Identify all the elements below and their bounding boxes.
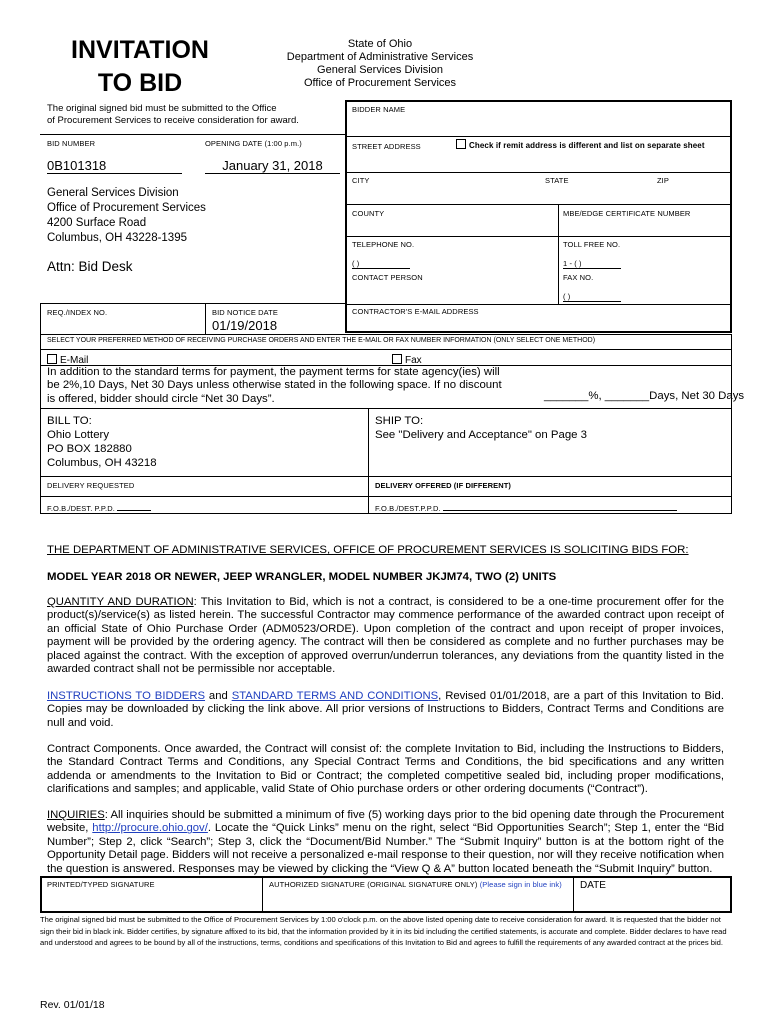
checkbox-icon[interactable] <box>47 354 57 364</box>
state-label: STATE <box>545 176 569 185</box>
submission-notice: The original signed bid must be submitted to the Office of Procurement Services to receive consideration for award. <box>47 103 299 126</box>
printed-signature-field[interactable] <box>45 893 257 909</box>
toll-free-label: TOLL FREE NO. <box>563 240 621 249</box>
authorized-signature-label: AUTHORIZED SIGNATURE (ORIGINAL SIGNATURE ONLY) (Please sign in blue ink) <box>269 880 562 889</box>
title-line-2: TO BID <box>97 69 183 97</box>
title-line-1: INVITATION <box>71 36 209 64</box>
agency-line: State of Ohio <box>347 38 413 50</box>
fax-method-option[interactable]: Fax <box>392 354 422 366</box>
date-label: DATE <box>580 880 606 891</box>
bid-desk-address: General Services Division Office of Procurement Services 4200 Surface Road Columbus, OH 43228-1395 <box>47 187 206 244</box>
ship-to-block: SHIP TO: See "Delivery and Acceptance" on Page 3 <box>375 415 587 441</box>
agency-block <box>230 38 530 90</box>
agency-line: Department of Administrative Services <box>286 51 474 63</box>
agency-line: Office of Procurement Services <box>303 77 457 89</box>
checkbox-icon[interactable] <box>392 354 402 364</box>
bid-notice-date-label: BID NOTICE DATE <box>212 308 278 317</box>
opening-date: January 31, 2018 <box>205 158 340 174</box>
checkbox-icon[interactable] <box>456 139 466 149</box>
telephone-field[interactable]: ( ) <box>352 259 410 269</box>
toll-free-field[interactable]: 1 - ( ) <box>563 259 621 269</box>
delivery-offered-label: DELIVERY OFFERED (IF DIFFERENT) <box>375 481 512 490</box>
printed-signature-label: PRINTED/TYPED SIGNATURE <box>47 880 155 889</box>
fob-right-fill[interactable] <box>443 502 677 511</box>
telephone-label: TELEPHONE NO. <box>352 240 415 249</box>
inquiries-paragraph: INQUIRIES: All inquiries should be submitted a minimum of five (5) working days prior to the bid opening date through the Procurement website, http://procure.ohio.gov/. Locate the “Quick Links” menu on the right, select “Bid Opportunities Search”; Step 1, enter the “Bid Number”; Step 2, click “Search”; Step 3, click the “Document/Bid Number.” The “Submit Inquiry” button is at the bottom right of the Opportunity Detail page. Bidders will not receive a personalized e-mail response to their question, nor will they receive notification when the question is answered. Responses may be viewed by clicking the “View Q & A” button located beneath the “Submit Inquiry” button. <box>47 809 724 875</box>
item-description: MODEL YEAR 2018 OR NEWER, JEEP WRANGLER, MODEL NUMBER JKJM74, TWO (2) UNITS <box>47 571 557 583</box>
remit-address-checkbox[interactable]: Check if remit address is different and list on separate sheet <box>456 139 705 150</box>
attn-line: Attn: Bid Desk <box>47 259 133 274</box>
fob-dest-left: F.O.B./DEST. P.P.D. <box>47 502 151 513</box>
fax-field[interactable]: ( ) <box>563 292 621 302</box>
opening-date-label: OPENING DATE (1:00 p.m.) <box>205 139 302 148</box>
email-method-option[interactable]: E-Mail <box>47 354 88 366</box>
bid-notice-date: 01/19/2018 <box>212 318 278 333</box>
email-address-label: CONTRACTOR'S E-MAIL ADDRESS <box>352 307 479 316</box>
authorized-signature-field[interactable] <box>267 893 568 909</box>
contact-person-label: CONTACT PERSON <box>352 273 423 282</box>
bidder-name-label: BIDDER NAME <box>352 105 406 114</box>
contract-components-paragraph: Contract Components. Once awarded, the Contract will consist of: the complete Invitation to Bid, including the Instructions to Bidders, the Standard Contract Terms and Conditions, any Special Contract Terms and Conditions, the bid specifications and any written addenda or amendments to the Invitation to Bid or Contract; the completed competitive sealed bid, including proper modifications, clarifications and samples; and applicable, valid State of Ohio purchase orders or other ordering documents (“Contract”). <box>47 743 724 796</box>
fob-left-fill[interactable] <box>117 502 151 511</box>
procurement-website-link[interactable]: http://procure.ohio.gov/ <box>92 822 208 835</box>
soliciting-heading: THE DEPARTMENT OF ADMINISTRATIVE SERVICES, OFFICE OF PROCUREMENT SERVICES IS SOLICITING BIDS FOR: <box>47 544 689 556</box>
order-method-prompt: SELECT YOUR PREFERRED METHOD OF RECEIVING PURCHASE ORDERS AND ENTER THE E-MAIL OR FAX NUMBER INFORMATION (ONLY SELECT ONE METHOD) <box>47 337 596 344</box>
bill-to-block: BILL TO: Ohio Lottery PO BOX 182880 Columbus, OH 43218 <box>47 415 157 469</box>
req-index-label: REQ./INDEX NO. <box>47 308 108 317</box>
date-field[interactable] <box>578 893 726 909</box>
instructions-to-bidders-link[interactable]: INSTRUCTIONS TO BIDDERS <box>47 690 206 702</box>
standard-terms-link[interactable]: STANDARD TERMS AND CONDITIONS <box>231 690 439 702</box>
certification-footer: The original signed bid must be submitted to the Office of Procurement Services by 1:00 o'clock p.m. on the above listed opening date to receive consideration for award. It is requested that the bidder not sign their bid in black ink. Bidder certifies, by signature affixed to its bid, that the information provided by it in its bid including the certified statements, is accurate and complete. Bidder declares to have read and understood and agrees to be bound by all of the instructions, terms, conditions and specifications of this Invitation to Bid and agrees to fulfill the requirements of any awarded contract at the prices bid. <box>40 915 727 948</box>
fob-dest-right: F.O.B./DEST.P.P.D. <box>375 502 677 513</box>
payment-terms-text: In addition to the standard terms for payment, the payment terms for state agency(ies) will be 2%,10 Days, Net 30 Days unless otherwise stated in the following space. If no discount is offered, bidder should circle “Net 30 Days”. <box>47 366 502 405</box>
fax-label: FAX NO. <box>563 273 594 282</box>
agency-line: General Services Division <box>317 64 443 76</box>
delivery-requested-label: DELIVERY REQUESTED <box>47 481 135 490</box>
city-label: CITY <box>352 176 370 185</box>
county-label: COUNTY <box>352 209 385 218</box>
revision-label: Rev. 01/01/18 <box>40 999 105 1011</box>
bid-number: 0B101318 <box>47 158 182 174</box>
zip-label: ZIP <box>657 176 669 185</box>
quantity-duration-paragraph: QUANTITY AND DURATION: This Invitation to Bid, which is not a contract, is considered to be a one-time procurement offer for the product(s)/service(s) as listed herein. The successful Contractor may commence performance of the awarded contract upon receipt of an official State of Ohio Purchase Order (ADM0523/ORDE). Upon completion of the contract and upon receipt of proper invoices, payment will be provided by the ordering agency. The contract will then be considered as complete and no further purchases may be placed against the contract. With the exception of approved overrun/underrun tolerances, any deviations from the quantity listed in the awarded contract shall not be permissible nor acceptable. <box>47 596 724 676</box>
instructions-paragraph: INSTRUCTIONS TO BIDDERS and STANDARD TERMS AND CONDITIONS, Revised 01/01/2018, are a part of this Invitation to Bid. Copies may be downloaded by clicking the link above. All prior versions of Instructions to Bidders, Contract Terms and Conditions are null and void. <box>47 690 724 729</box>
payment-terms-fill[interactable]: _______%, _______Days, Net 30 Days <box>544 390 745 402</box>
mbe-certificate-label: MBE/EDGE CERTIFICATE NUMBER <box>563 209 691 218</box>
street-address-label: STREET ADDRESS <box>352 142 421 151</box>
document-title <box>40 34 240 100</box>
bid-number-label: BID NUMBER <box>47 139 96 148</box>
